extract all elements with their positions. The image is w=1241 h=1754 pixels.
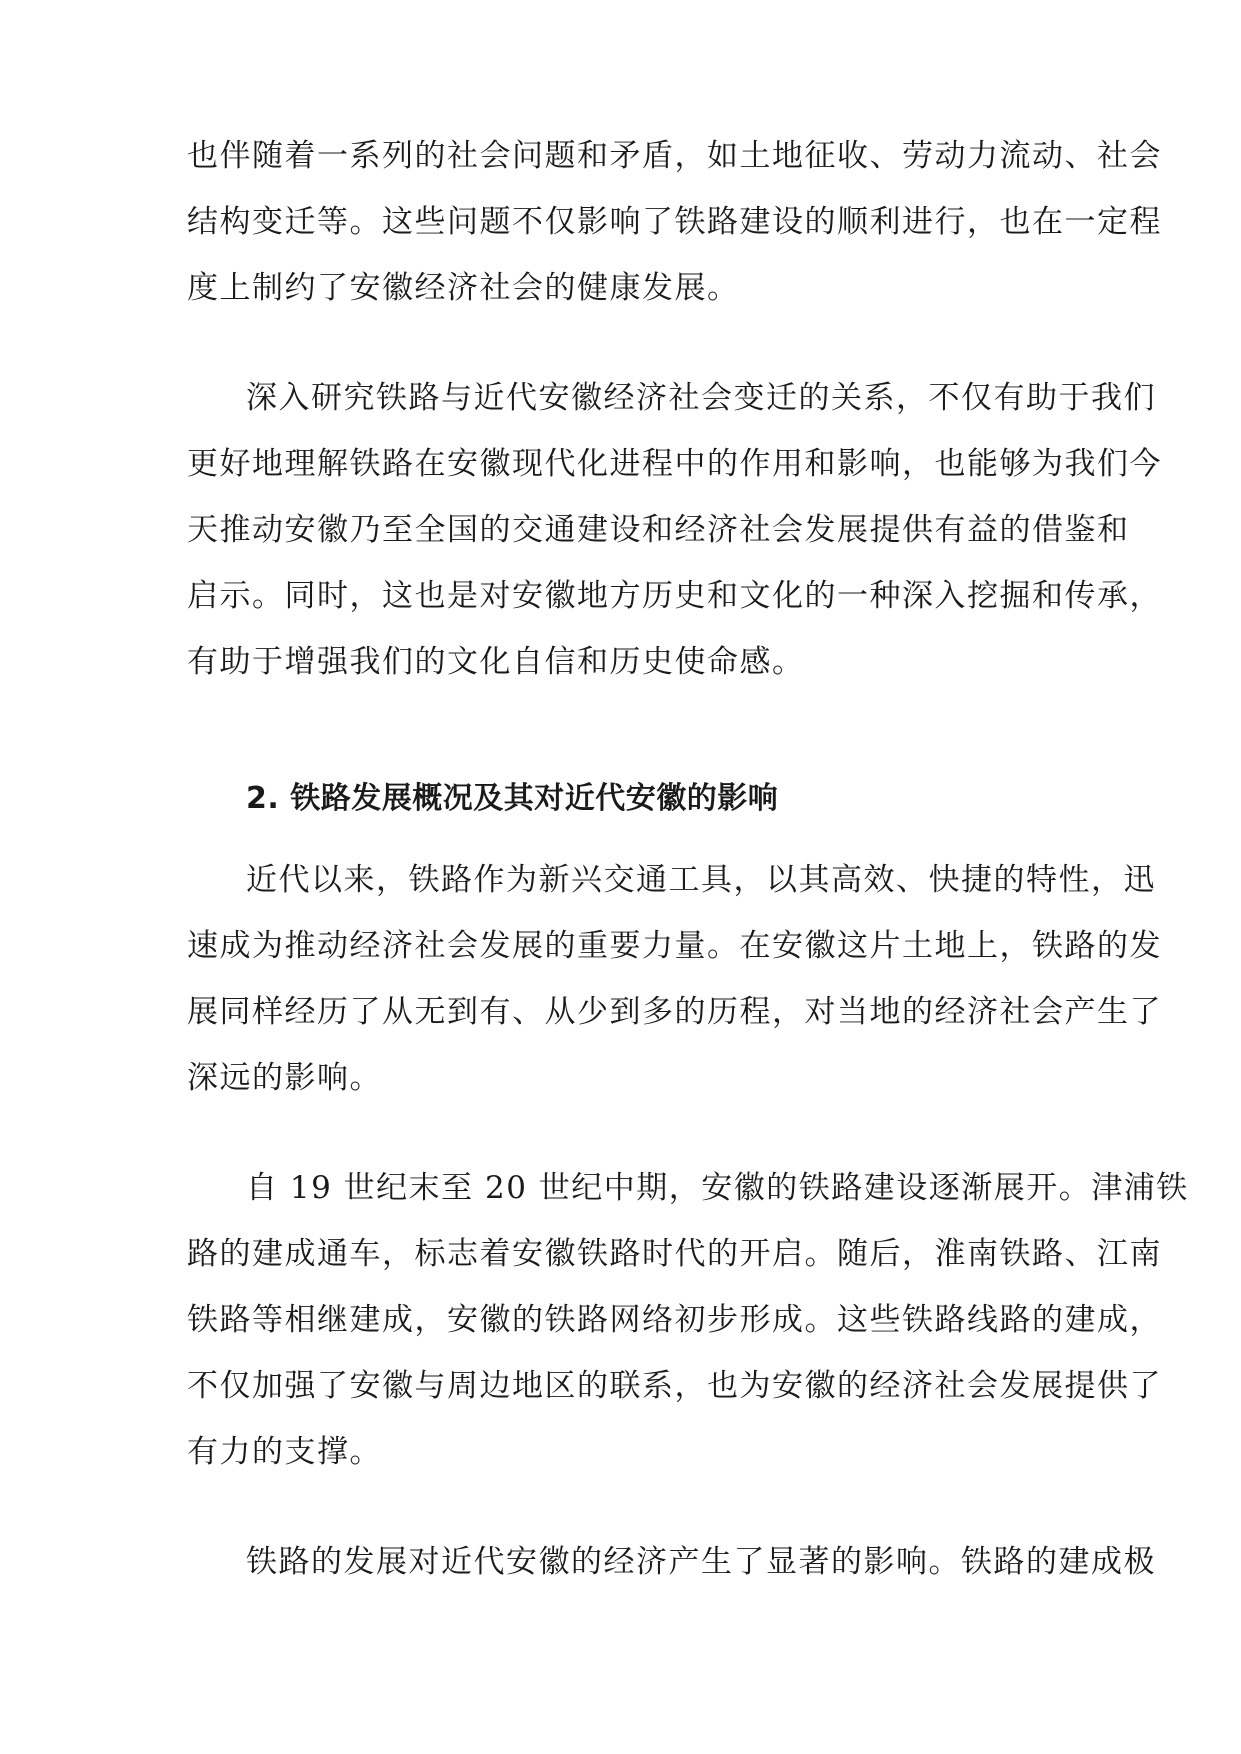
paragraph-1-line-3: 度上制约了安徽经济社会的健康发展。 [187, 270, 740, 306]
paragraph-3-line-4: 深远的影响。 [187, 1060, 382, 1096]
section-heading: 2. 铁路发展概况及其对近代安徽的影响 [246, 781, 779, 816]
paragraph-2-line-1: 深入研究铁路与近代安徽经济社会变迁的关系，不仅有助于我们 [246, 380, 1156, 416]
paragraph-1-line-2: 结构变迁等。这些问题不仅影响了铁路建设的顺利进行，也在一定程 [187, 204, 1162, 240]
paragraph-3-line-2: 速成为推动经济社会发展的重要力量。在安徽这片土地上，铁路的发 [187, 928, 1162, 964]
paragraph-1-line-1: 也伴随着一系列的社会问题和矛盾，如土地征收、劳动力流动、社会 [187, 138, 1162, 174]
paragraph-2-line-3: 天推动安徽乃至全国的交通建设和经济社会发展提供有益的借鉴和 [187, 512, 1130, 548]
paragraph-3-line-1: 近代以来，铁路作为新兴交通工具，以其高效、快捷的特性，迅 [246, 862, 1156, 898]
paragraph-4-line-5: 有力的支撑。 [187, 1434, 382, 1470]
paragraph-2-line-2: 更好地理解铁路在安徽现代化进程中的作用和影响，也能够为我们今 [187, 446, 1162, 482]
paragraph-3-line-3: 展同样经历了从无到有、从少到多的历程，对当地的经济社会产生了 [187, 994, 1162, 1030]
paragraph-4-line-4: 不仅加强了安徽与周边地区的联系，也为安徽的经济社会发展提供了 [187, 1368, 1162, 1404]
paragraph-4-line-1: 自 19 世纪末至 20 世纪中期，安徽的铁路建设逐渐展开。津浦铁 [246, 1170, 1189, 1206]
paragraph-4-line-3: 铁路等相继建成，安徽的铁路网络初步形成。这些铁路线路的建成， [187, 1302, 1162, 1338]
paragraph-4-line-2: 路的建成通车，标志着安徽铁路时代的开启。随后，淮南铁路、江南 [187, 1236, 1162, 1272]
paragraph-2-line-4: 启示。同时，这也是对安徽地方历史和文化的一种深入挖掘和传承， [187, 578, 1162, 614]
paragraph-5-line-1: 铁路的发展对近代安徽的经济产生了显著的影响。铁路的建成极 [246, 1544, 1156, 1580]
paragraph-2-line-5: 有助于增强我们的文化自信和历史使命感。 [187, 644, 805, 680]
